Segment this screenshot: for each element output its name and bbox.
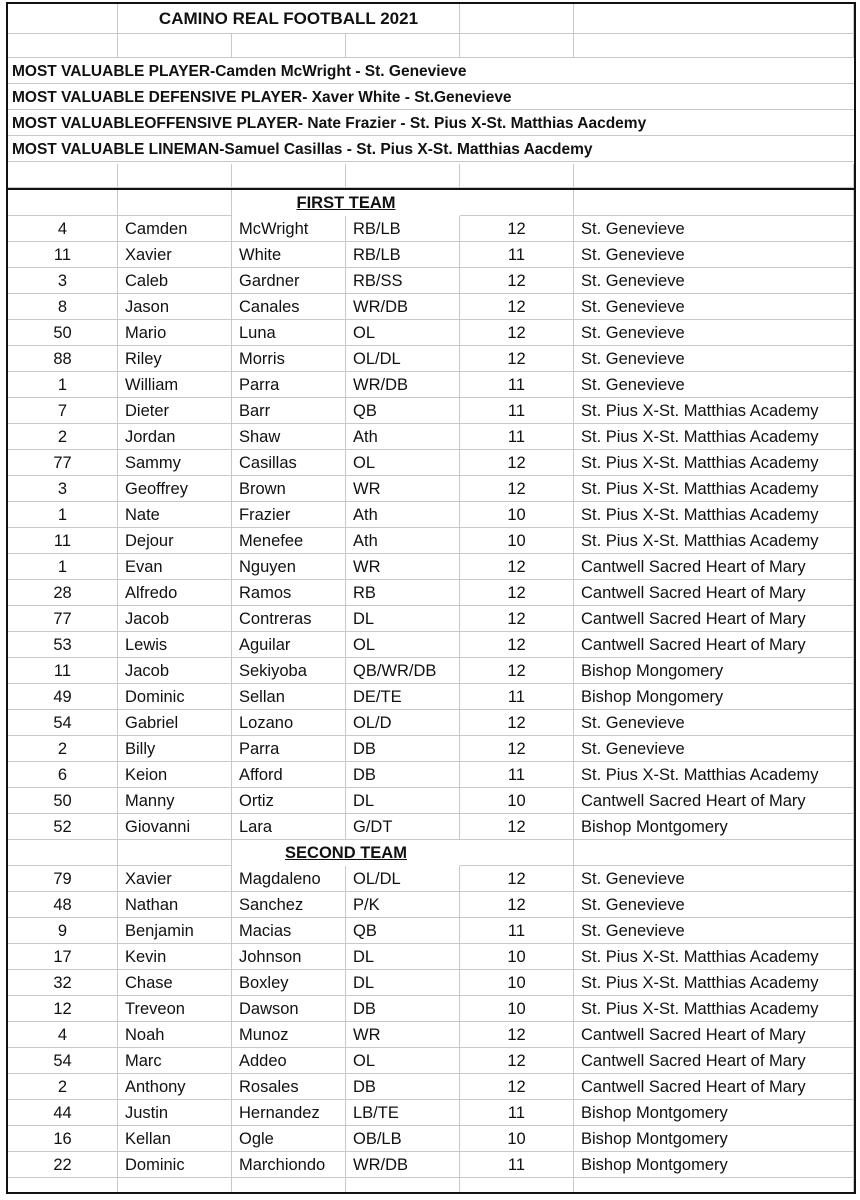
first-name-cell: Justin (118, 1100, 232, 1126)
position-cell: P/K (346, 892, 460, 918)
position-cell: OB/LB (346, 1126, 460, 1152)
jersey-number-cell: 54 (8, 1048, 118, 1074)
jersey-number-cell: 2 (8, 1074, 118, 1100)
first-name-cell: Gabriel (118, 710, 232, 736)
page-title: CAMINO REAL FOOTBALL 2021 (118, 4, 460, 34)
table-row (8, 1126, 854, 1152)
blank-cell (118, 164, 232, 188)
last-name-cell: Lozano (232, 710, 346, 736)
position-cell: RB (346, 580, 460, 606)
grade-cell: 11 (460, 242, 574, 268)
school-cell: St. Genevieve (574, 918, 854, 944)
jersey-number-cell: 9 (8, 918, 118, 944)
first-name-cell: Kellan (118, 1126, 232, 1152)
first-name-cell: Jacob (118, 658, 232, 684)
last-name-cell: Rosales (232, 1074, 346, 1100)
school-cell: St. Genevieve (574, 372, 854, 398)
first-name-cell: Mario (118, 320, 232, 346)
first-name-cell: Manny (118, 788, 232, 814)
spacer-row (8, 34, 854, 58)
award-defensive-mvp: MOST VALUABLE DEFENSIVE PLAYER- Xaver White - St.Genevieve (8, 86, 854, 110)
blank-cell (232, 164, 346, 188)
last-name-cell: Canales (232, 294, 346, 320)
first-name-cell: Riley (118, 346, 232, 372)
table-row (8, 450, 854, 476)
last-name-cell: Shaw (232, 424, 346, 450)
last-name-cell: Frazier (232, 502, 346, 528)
school-cell: St. Pius X-St. Matthias Academy (574, 944, 854, 970)
jersey-number-cell: 88 (8, 346, 118, 372)
position-cell: DL (346, 944, 460, 970)
table-row (8, 970, 854, 996)
jersey-number-cell: 32 (8, 970, 118, 996)
blank-cell (346, 1178, 460, 1194)
jersey-number-cell: 1 (8, 554, 118, 580)
last-name-cell: Casillas (232, 450, 346, 476)
school-cell: St. Genevieve (574, 866, 854, 892)
jersey-number-cell: 11 (8, 658, 118, 684)
jersey-number-cell: 16 (8, 1126, 118, 1152)
school-cell: Cantwell Sacred Heart of Mary (574, 1022, 854, 1048)
grade-cell: 12 (460, 606, 574, 632)
school-cell: Cantwell Sacred Heart of Mary (574, 632, 854, 658)
position-cell: WR/DB (346, 1152, 460, 1178)
first-name-cell: Jordan (118, 424, 232, 450)
jersey-number-cell: 44 (8, 1100, 118, 1126)
school-cell: Bishop Montgomery (574, 1100, 854, 1126)
last-name-cell: White (232, 242, 346, 268)
first-name-cell: Anthony (118, 1074, 232, 1100)
jersey-number-cell: 50 (8, 320, 118, 346)
jersey-number-cell: 6 (8, 762, 118, 788)
award-lineman-mvp: MOST VALUABLE LINEMAN-Samuel Casillas - St. Pius X-St. Matthias Aacdemy (8, 138, 854, 162)
school-cell: St. Genevieve (574, 294, 854, 320)
table-row (8, 892, 854, 918)
position-cell: DL (346, 970, 460, 996)
table-row (8, 658, 854, 684)
blank-cell (460, 190, 574, 216)
school-cell: St. Genevieve (574, 736, 854, 762)
position-cell: RB/LB (346, 242, 460, 268)
position-cell: QB (346, 918, 460, 944)
first-name-cell: Noah (118, 1022, 232, 1048)
jersey-number-cell: 3 (8, 476, 118, 502)
position-cell: DB (346, 996, 460, 1022)
jersey-number-cell: 49 (8, 684, 118, 710)
table-row (8, 372, 854, 398)
blank-cell (232, 1178, 346, 1194)
grade-cell: 10 (460, 502, 574, 528)
first-name-cell: Geoffrey (118, 476, 232, 502)
school-cell: St. Pius X-St. Matthias Academy (574, 996, 854, 1022)
school-cell: St. Genevieve (574, 216, 854, 242)
position-cell: QB/WR/DB (346, 658, 460, 684)
last-name-cell: Ogle (232, 1126, 346, 1152)
last-name-cell: Magdaleno (232, 866, 346, 892)
school-cell: St. Pius X-St. Matthias Academy (574, 502, 854, 528)
position-cell: OL (346, 632, 460, 658)
last-name-cell: Macias (232, 918, 346, 944)
first-name-cell: Kevin (118, 944, 232, 970)
table-row (8, 242, 854, 268)
grade-cell: 10 (460, 970, 574, 996)
school-cell: St. Genevieve (574, 320, 854, 346)
table-row (8, 320, 854, 346)
jersey-number-cell: 3 (8, 268, 118, 294)
spacer-row (8, 164, 854, 188)
grade-cell: 12 (460, 1074, 574, 1100)
table-row (8, 814, 854, 840)
position-cell: Ath (346, 424, 460, 450)
last-name-cell: Parra (232, 372, 346, 398)
position-cell: OL (346, 1048, 460, 1074)
award-offensive-mvp: MOST VALUABLEOFFENSIVE PLAYER- Nate Frazier - St. Pius X-St. Matthias Aacdemy (8, 112, 854, 136)
first-name-cell: Billy (118, 736, 232, 762)
position-cell: DL (346, 788, 460, 814)
position-cell: WR (346, 476, 460, 502)
position-cell: LB/TE (346, 1100, 460, 1126)
last-name-cell: Johnson (232, 944, 346, 970)
title-row (8, 4, 854, 34)
jersey-number-cell: 50 (8, 788, 118, 814)
last-name-cell: McWright (232, 216, 346, 242)
blank-cell (346, 164, 460, 188)
table-row (8, 580, 854, 606)
last-name-cell: Nguyen (232, 554, 346, 580)
first-name-cell: Lewis (118, 632, 232, 658)
position-cell: Ath (346, 528, 460, 554)
jersey-number-cell: 2 (8, 736, 118, 762)
table-row (8, 1100, 854, 1126)
grade-cell: 10 (460, 944, 574, 970)
position-cell: WR (346, 554, 460, 580)
first-name-cell: Dejour (118, 528, 232, 554)
grade-cell: 11 (460, 762, 574, 788)
second-team-heading: SECOND TEAM (285, 844, 407, 862)
blank-cell (232, 34, 346, 58)
school-cell: Bishop Montgomery (574, 1152, 854, 1178)
last-name-cell: Brown (232, 476, 346, 502)
first-name-cell: Xavier (118, 866, 232, 892)
table-row (8, 528, 854, 554)
last-name-cell: Addeo (232, 1048, 346, 1074)
jersey-number-cell: 22 (8, 1152, 118, 1178)
jersey-number-cell: 54 (8, 710, 118, 736)
school-cell: St. Genevieve (574, 710, 854, 736)
table-row (8, 918, 854, 944)
first-name-cell: Evan (118, 554, 232, 580)
first-name-cell: Keion (118, 762, 232, 788)
table-row (8, 476, 854, 502)
grade-cell: 12 (460, 1022, 574, 1048)
school-cell: Bishop Montgomery (574, 1126, 854, 1152)
blank-cell (460, 164, 574, 188)
blank-cell (8, 840, 118, 866)
school-cell: Cantwell Sacred Heart of Mary (574, 1074, 854, 1100)
jersey-number-cell: 1 (8, 502, 118, 528)
grade-cell: 11 (460, 372, 574, 398)
first-name-cell: Alfredo (118, 580, 232, 606)
last-name-cell: Afford (232, 762, 346, 788)
first-name-cell: Giovanni (118, 814, 232, 840)
grade-cell: 11 (460, 398, 574, 424)
blank-cell (8, 4, 118, 34)
first-name-cell: Dieter (118, 398, 232, 424)
school-cell: St. Pius X-St. Matthias Academy (574, 450, 854, 476)
position-cell: WR/DB (346, 294, 460, 320)
position-cell: DL (346, 606, 460, 632)
position-cell: DE/TE (346, 684, 460, 710)
grade-cell: 12 (460, 710, 574, 736)
school-cell: Cantwell Sacred Heart of Mary (574, 788, 854, 814)
last-name-cell: Menefee (232, 528, 346, 554)
grade-cell: 11 (460, 1100, 574, 1126)
jersey-number-cell: 1 (8, 372, 118, 398)
grade-cell: 10 (460, 528, 574, 554)
grade-cell: 12 (460, 736, 574, 762)
grade-cell: 12 (460, 658, 574, 684)
school-cell: St. Pius X-St. Matthias Academy (574, 476, 854, 502)
table-row (8, 424, 854, 450)
grade-cell: 12 (460, 580, 574, 606)
last-name-cell: Marchiondo (232, 1152, 346, 1178)
last-name-cell: Ramos (232, 580, 346, 606)
position-cell: G/DT (346, 814, 460, 840)
table-row (8, 944, 854, 970)
position-cell: WR (346, 1022, 460, 1048)
grade-cell: 12 (460, 814, 574, 840)
blank-cell (460, 4, 574, 34)
blank-cell (8, 190, 118, 216)
position-cell: RB/SS (346, 268, 460, 294)
jersey-number-cell: 28 (8, 580, 118, 606)
school-cell: Cantwell Sacred Heart of Mary (574, 580, 854, 606)
blank-cell (118, 34, 232, 58)
blank-cell (8, 164, 118, 188)
school-cell: Bishop Mongomery (574, 684, 854, 710)
jersey-number-cell: 17 (8, 944, 118, 970)
first-name-cell: Treveon (118, 996, 232, 1022)
school-cell: Cantwell Sacred Heart of Mary (574, 554, 854, 580)
blank-cell (460, 1178, 574, 1194)
position-cell: DB (346, 736, 460, 762)
first-name-cell: Marc (118, 1048, 232, 1074)
first-name-cell: William (118, 372, 232, 398)
position-cell: OL/DL (346, 346, 460, 372)
position-cell: Ath (346, 502, 460, 528)
school-cell: St. Pius X-St. Matthias Academy (574, 528, 854, 554)
first-name-cell: Chase (118, 970, 232, 996)
school-cell: St. Genevieve (574, 892, 854, 918)
spacer-row (8, 1178, 854, 1194)
first-name-cell: Jacob (118, 606, 232, 632)
blank-cell (460, 34, 574, 58)
last-name-cell: Morris (232, 346, 346, 372)
first-name-cell: Nate (118, 502, 232, 528)
position-cell: WR/DB (346, 372, 460, 398)
school-cell: St. Pius X-St. Matthias Academy (574, 762, 854, 788)
grade-cell: 12 (460, 632, 574, 658)
table-row (8, 736, 854, 762)
grade-cell: 10 (460, 788, 574, 814)
grade-cell: 12 (460, 294, 574, 320)
table-row (8, 1022, 854, 1048)
school-cell: St. Pius X-St. Matthias Academy (574, 398, 854, 424)
table-row (8, 996, 854, 1022)
jersey-number-cell: 4 (8, 216, 118, 242)
table-row (8, 788, 854, 814)
last-name-cell: Sellan (232, 684, 346, 710)
table-row (8, 1152, 854, 1178)
last-name-cell: Dawson (232, 996, 346, 1022)
grade-cell: 10 (460, 1126, 574, 1152)
first-name-cell: Caleb (118, 268, 232, 294)
first-name-cell: Nathan (118, 892, 232, 918)
position-cell: OL/DL (346, 866, 460, 892)
school-cell: St. Pius X-St. Matthias Academy (574, 424, 854, 450)
first-name-cell: Camden (118, 216, 232, 242)
first-name-cell: Dominic (118, 1152, 232, 1178)
jersey-number-cell: 2 (8, 424, 118, 450)
first-name-cell: Xavier (118, 242, 232, 268)
jersey-number-cell: 11 (8, 528, 118, 554)
second-team-heading-row (8, 840, 854, 866)
position-cell: OL (346, 320, 460, 346)
last-name-cell: Barr (232, 398, 346, 424)
first-name-cell: Sammy (118, 450, 232, 476)
position-cell: OL (346, 450, 460, 476)
blank-cell (118, 190, 232, 216)
grade-cell: 10 (460, 996, 574, 1022)
last-name-cell: Lara (232, 814, 346, 840)
position-cell: DB (346, 762, 460, 788)
jersey-number-cell: 8 (8, 294, 118, 320)
last-name-cell: Ortiz (232, 788, 346, 814)
first-name-cell: Dominic (118, 684, 232, 710)
blank-cell (574, 1178, 854, 1194)
jersey-number-cell: 7 (8, 398, 118, 424)
table-row (8, 606, 854, 632)
grade-cell: 12 (460, 1048, 574, 1074)
blank-cell (574, 164, 854, 188)
last-name-cell: Aguilar (232, 632, 346, 658)
table-row (8, 294, 854, 320)
jersey-number-cell: 77 (8, 450, 118, 476)
blank-cell (574, 190, 854, 216)
jersey-number-cell: 79 (8, 866, 118, 892)
jersey-number-cell: 53 (8, 632, 118, 658)
last-name-cell: Parra (232, 736, 346, 762)
table-row (8, 866, 854, 892)
table-row (8, 398, 854, 424)
position-cell: QB (346, 398, 460, 424)
jersey-number-cell: 52 (8, 814, 118, 840)
first-team-heading: FIRST TEAM (296, 194, 396, 212)
jersey-number-cell: 12 (8, 996, 118, 1022)
grade-cell: 12 (460, 892, 574, 918)
grade-cell: 12 (460, 320, 574, 346)
last-name-cell: Sanchez (232, 892, 346, 918)
last-name-cell: Munoz (232, 1022, 346, 1048)
spreadsheet (6, 2, 856, 1194)
first-team-heading-row (8, 190, 854, 216)
grade-cell: 12 (460, 346, 574, 372)
table-row (8, 502, 854, 528)
grade-cell: 12 (460, 450, 574, 476)
table-row (8, 762, 854, 788)
table-row (8, 346, 854, 372)
blank-cell (574, 4, 854, 34)
last-name-cell: Gardner (232, 268, 346, 294)
table-row (8, 684, 854, 710)
school-cell: Bishop Mongomery (574, 658, 854, 684)
blank-cell (574, 34, 854, 58)
position-cell: OL/D (346, 710, 460, 736)
last-name-cell: Sekiyoba (232, 658, 346, 684)
table-row (8, 1048, 854, 1074)
award-mvp: MOST VALUABLE PLAYER-Camden McWright - St. Genevieve (8, 60, 854, 84)
grade-cell: 11 (460, 918, 574, 944)
blank-cell (460, 840, 574, 866)
grade-cell: 12 (460, 268, 574, 294)
last-name-cell: Luna (232, 320, 346, 346)
school-cell: Cantwell Sacred Heart of Mary (574, 606, 854, 632)
jersey-number-cell: 48 (8, 892, 118, 918)
jersey-number-cell: 4 (8, 1022, 118, 1048)
last-name-cell: Contreras (232, 606, 346, 632)
school-cell: St. Pius X-St. Matthias Academy (574, 970, 854, 996)
grade-cell: 11 (460, 684, 574, 710)
first-name-cell: Jason (118, 294, 232, 320)
school-cell: Cantwell Sacred Heart of Mary (574, 1048, 854, 1074)
grade-cell: 12 (460, 216, 574, 242)
table-row (8, 632, 854, 658)
school-cell: Bishop Montgomery (574, 814, 854, 840)
grade-cell: 11 (460, 424, 574, 450)
grade-cell: 12 (460, 554, 574, 580)
last-name-cell: Hernandez (232, 1100, 346, 1126)
grade-cell: 12 (460, 476, 574, 502)
blank-cell (8, 34, 118, 58)
blank-cell (118, 840, 232, 866)
school-cell: St. Genevieve (574, 242, 854, 268)
last-name-cell: Boxley (232, 970, 346, 996)
table-row (8, 554, 854, 580)
table-row (8, 1074, 854, 1100)
jersey-number-cell: 11 (8, 242, 118, 268)
blank-cell (574, 840, 854, 866)
first-name-cell: Benjamin (118, 918, 232, 944)
school-cell: St. Genevieve (574, 268, 854, 294)
table-row (8, 268, 854, 294)
position-cell: DB (346, 1074, 460, 1100)
table-row (8, 216, 854, 242)
blank-cell (118, 1178, 232, 1194)
grade-cell: 12 (460, 866, 574, 892)
position-cell: RB/LB (346, 216, 460, 242)
blank-cell (346, 34, 460, 58)
grade-cell: 11 (460, 1152, 574, 1178)
school-cell: St. Genevieve (574, 346, 854, 372)
table-row (8, 710, 854, 736)
blank-cell (8, 1178, 118, 1194)
jersey-number-cell: 77 (8, 606, 118, 632)
